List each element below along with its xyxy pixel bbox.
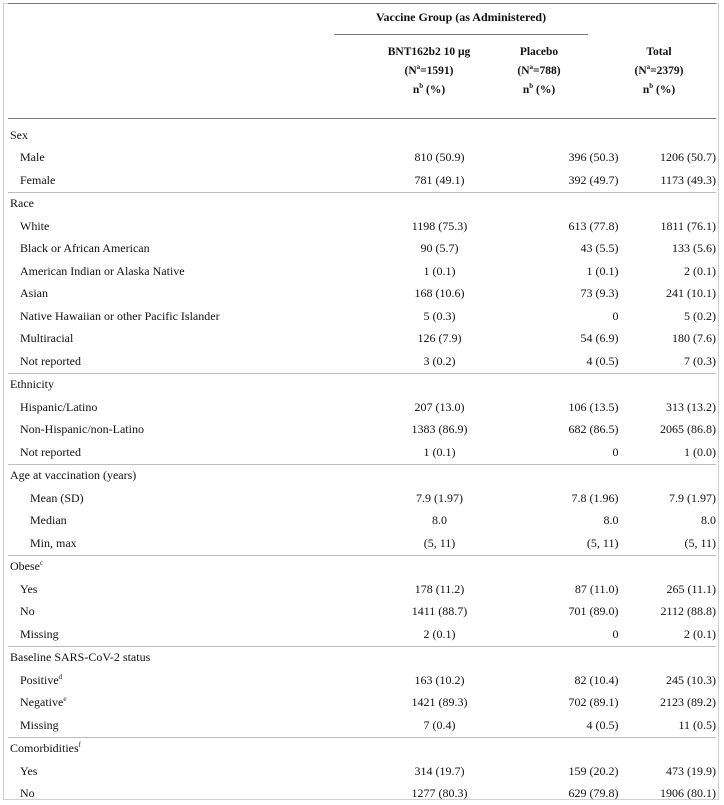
table-row — [8, 328, 716, 351]
row-label: Obese — [10, 559, 40, 573]
value-cell: 5 (0.3) — [348, 305, 530, 328]
row-label: No — [20, 786, 35, 800]
row-label: Min, max — [30, 536, 77, 550]
row-label: Yes — [20, 582, 37, 596]
table-row — [8, 238, 716, 261]
value-cell: 4 (0.5) — [531, 714, 619, 737]
value-cell: 392 (49.7) — [531, 169, 619, 192]
row-label: Negative — [20, 695, 63, 709]
row-label: Missing — [20, 627, 59, 641]
table-row — [8, 396, 716, 419]
value-cell — [348, 737, 530, 760]
table-row — [8, 283, 716, 306]
value-cell: 7.9 (1.97) — [618, 487, 716, 510]
table-row — [8, 487, 716, 510]
value-cell: 1 (0.1) — [348, 441, 530, 464]
row-label: Female — [20, 173, 55, 187]
table-row — [8, 441, 716, 464]
row-label: Mean (SD) — [30, 491, 84, 505]
category-row — [8, 464, 716, 487]
row-label: No — [20, 604, 35, 618]
value-cell — [618, 555, 716, 578]
group-header: Vaccine Group (as Administered) — [334, 10, 588, 25]
row-label-cell — [8, 283, 348, 306]
value-cell: 810 (50.9) — [348, 147, 530, 170]
value-cell: 1 (0.0) — [618, 441, 716, 464]
value-cell — [618, 464, 716, 487]
footnote-marker: c — [40, 559, 43, 567]
row-label: Not reported — [20, 354, 81, 368]
row-label: Positive — [20, 673, 59, 687]
table-row — [8, 350, 716, 373]
value-cell: 473 (19.9) — [618, 760, 716, 783]
footnote-marker: d — [59, 673, 63, 681]
value-cell: 178 (11.2) — [348, 578, 530, 601]
value-cell: 5 (0.2) — [618, 305, 716, 328]
row-label: Black or African American — [20, 241, 150, 255]
value-cell: 82 (10.4) — [531, 669, 619, 692]
footnote-marker: e — [63, 695, 66, 703]
value-cell: (5, 11) — [348, 532, 530, 555]
row-label-cell — [8, 760, 348, 783]
value-cell: 1383 (86.9) — [348, 419, 530, 442]
value-cell: 629 (79.8) — [531, 783, 619, 805]
value-cell: 1411 (88.7) — [348, 601, 530, 624]
row-label: Hispanic/Latino — [20, 400, 97, 414]
value-cell: 1 (0.1) — [531, 260, 619, 283]
table-row — [8, 147, 716, 170]
value-cell: 90 (5.7) — [348, 238, 530, 261]
value-cell — [348, 373, 530, 396]
category-row — [8, 373, 716, 396]
value-cell: 7 (0.3) — [618, 350, 716, 373]
table-row — [8, 623, 716, 646]
category-row — [8, 737, 716, 760]
value-cell — [348, 124, 530, 147]
row-label-cell — [8, 510, 348, 533]
value-cell — [531, 646, 619, 669]
value-cell: 11 (0.5) — [618, 714, 716, 737]
demographics-table — [8, 124, 716, 805]
row-label-cell — [8, 646, 348, 669]
value-cell: 682 (86.5) — [531, 419, 619, 442]
header-top-rule — [8, 3, 716, 4]
column-n: $(N^a=1591)$ — [334, 60, 524, 79]
row-label-cell — [8, 692, 348, 715]
value-cell: 54 (6.9) — [531, 328, 619, 351]
value-cell: 106 (13.5) — [531, 396, 619, 419]
table-row — [8, 601, 716, 624]
row-label: American Indian or Alaska Native — [20, 264, 185, 278]
value-cell: 8.0 — [531, 510, 619, 533]
table-row — [8, 215, 716, 238]
row-label: Baseline SARS-CoV-2 status — [10, 650, 150, 664]
row-label: Non-Hispanic/non-Latino — [20, 422, 144, 436]
row-label-cell — [8, 124, 348, 147]
row-label: Median — [30, 513, 67, 527]
value-cell: (5, 11) — [531, 532, 619, 555]
value-cell: 1173 (49.3) — [618, 169, 716, 192]
category-row — [8, 646, 716, 669]
column-np: $n^b$ (%) — [484, 79, 594, 98]
value-cell: 613 (77.8) — [531, 215, 619, 238]
value-cell — [531, 373, 619, 396]
column-name: BNT162b2 10 μg — [334, 45, 524, 60]
value-cell: 2 (0.1) — [618, 623, 716, 646]
value-cell: 245 (10.3) — [618, 669, 716, 692]
value-cell: 2123 (89.2) — [618, 692, 716, 715]
row-label: Native Hawaiian or other Pacific Islander — [20, 309, 220, 323]
value-cell: 1811 (76.1) — [618, 215, 716, 238]
value-cell: 133 (5.6) — [618, 238, 716, 261]
value-cell: 43 (5.5) — [531, 238, 619, 261]
column-n: $(N^a=2379)$ — [604, 60, 714, 79]
row-label: Yes — [20, 764, 37, 778]
table-row — [8, 783, 716, 805]
row-label-cell — [8, 350, 348, 373]
row-label-cell — [8, 396, 348, 419]
value-cell: 1906 (80.1) — [618, 783, 716, 805]
row-label: Asian — [20, 286, 48, 300]
value-cell: 168 (10.6) — [348, 283, 530, 306]
row-label: Sex — [10, 128, 28, 142]
column-np: $n^b$ (%) — [604, 79, 714, 98]
category-row — [8, 555, 716, 578]
table-row — [8, 760, 716, 783]
row-label-cell — [8, 305, 348, 328]
value-cell: 2112 (88.8) — [618, 601, 716, 624]
value-cell: 396 (50.3) — [531, 147, 619, 170]
value-cell — [531, 737, 619, 760]
value-cell — [531, 192, 619, 215]
row-label-cell — [8, 147, 348, 170]
value-cell: 7 (0.4) — [348, 714, 530, 737]
table-row — [8, 510, 716, 533]
row-label-cell — [8, 714, 348, 737]
row-label-cell — [8, 441, 348, 464]
value-cell — [618, 192, 716, 215]
row-label: Race — [10, 196, 34, 210]
table-row — [8, 419, 716, 442]
column-header-placebo — [484, 45, 594, 98]
category-row — [8, 192, 716, 215]
column-header-total — [604, 45, 714, 98]
table-row — [8, 260, 716, 283]
value-cell — [531, 464, 619, 487]
value-cell: 180 (7.6) — [618, 328, 716, 351]
row-label-cell — [8, 623, 348, 646]
value-cell: 2 (0.1) — [618, 260, 716, 283]
value-cell: 7.9 (1.97) — [348, 487, 530, 510]
value-cell: 1277 (80.3) — [348, 783, 530, 805]
value-cell — [618, 373, 716, 396]
row-label-cell — [8, 373, 348, 396]
value-cell — [348, 555, 530, 578]
value-cell: 0 — [531, 441, 619, 464]
table-row — [8, 578, 716, 601]
row-label-cell — [8, 464, 348, 487]
row-label-cell — [8, 601, 348, 624]
table-row — [8, 714, 716, 737]
value-cell: 8.0 — [348, 510, 530, 533]
row-label-cell — [8, 419, 348, 442]
value-cell: 2065 (86.8) — [618, 419, 716, 442]
column-n: $(N^a=788)$ — [484, 60, 594, 79]
value-cell — [348, 192, 530, 215]
row-label-cell — [8, 532, 348, 555]
column-np: $n^b$ (%) — [334, 79, 524, 98]
value-cell: 2 (0.1) — [348, 623, 530, 646]
column-name: Total — [604, 45, 714, 60]
value-cell: 781 (49.1) — [348, 169, 530, 192]
row-label: Male — [20, 150, 45, 164]
row-label-cell — [8, 215, 348, 238]
value-cell: 1421 (89.3) — [348, 692, 530, 715]
value-cell: 0 — [531, 305, 619, 328]
table-row — [8, 692, 716, 715]
value-cell: 7.8 (1.96) — [531, 487, 619, 510]
value-cell — [531, 124, 619, 147]
value-cell — [618, 124, 716, 147]
row-label-cell — [8, 578, 348, 601]
row-label: Not reported — [20, 445, 81, 459]
table-row — [8, 669, 716, 692]
row-label: Ethnicity — [10, 377, 54, 391]
value-cell: 159 (20.2) — [531, 760, 619, 783]
value-cell — [531, 555, 619, 578]
value-cell: (5, 11) — [618, 532, 716, 555]
value-cell: 241 (10.1) — [618, 283, 716, 306]
value-cell: 1198 (75.3) — [348, 215, 530, 238]
value-cell — [348, 646, 530, 669]
row-label-cell — [8, 669, 348, 692]
value-cell — [618, 646, 716, 669]
value-cell: 4 (0.5) — [531, 350, 619, 373]
row-label-cell — [8, 260, 348, 283]
table-row — [8, 305, 716, 328]
value-cell: 126 (7.9) — [348, 328, 530, 351]
row-label: Comorbidities — [10, 741, 79, 755]
column-name: Placebo — [484, 45, 594, 60]
row-label-cell — [8, 328, 348, 351]
value-cell: 8.0 — [618, 510, 716, 533]
footnote-marker: f — [79, 741, 81, 749]
value-cell: 0 — [531, 623, 619, 646]
value-cell: 87 (11.0) — [531, 578, 619, 601]
value-cell: 1206 (50.7) — [618, 147, 716, 170]
value-cell — [348, 464, 530, 487]
value-cell: 265 (11.1) — [618, 578, 716, 601]
row-label-cell — [8, 238, 348, 261]
row-label-cell — [8, 555, 348, 578]
group-header-rule — [334, 34, 588, 35]
row-label-cell — [8, 783, 348, 805]
row-label: Age at vaccination (years) — [10, 468, 136, 482]
row-label-cell — [8, 169, 348, 192]
value-cell: 163 (10.2) — [348, 669, 530, 692]
category-row — [8, 124, 716, 147]
row-label-cell — [8, 737, 348, 760]
value-cell: 313 (13.2) — [618, 396, 716, 419]
value-cell: 73 (9.3) — [531, 283, 619, 306]
value-cell: 3 (0.2) — [348, 350, 530, 373]
value-cell: 702 (89.1) — [531, 692, 619, 715]
value-cell: 207 (13.0) — [348, 396, 530, 419]
row-label: White — [20, 219, 49, 233]
value-cell: 314 (19.7) — [348, 760, 530, 783]
row-label: Missing — [20, 718, 59, 732]
value-cell: 1 (0.1) — [348, 260, 530, 283]
value-cell: 701 (89.0) — [531, 601, 619, 624]
value-cell — [618, 737, 716, 760]
row-label-cell — [8, 487, 348, 510]
table-row — [8, 169, 716, 192]
table-row — [8, 532, 716, 555]
row-label-cell — [8, 192, 348, 215]
header-bottom-rule — [8, 118, 716, 119]
row-label: Multiracial — [20, 331, 73, 345]
